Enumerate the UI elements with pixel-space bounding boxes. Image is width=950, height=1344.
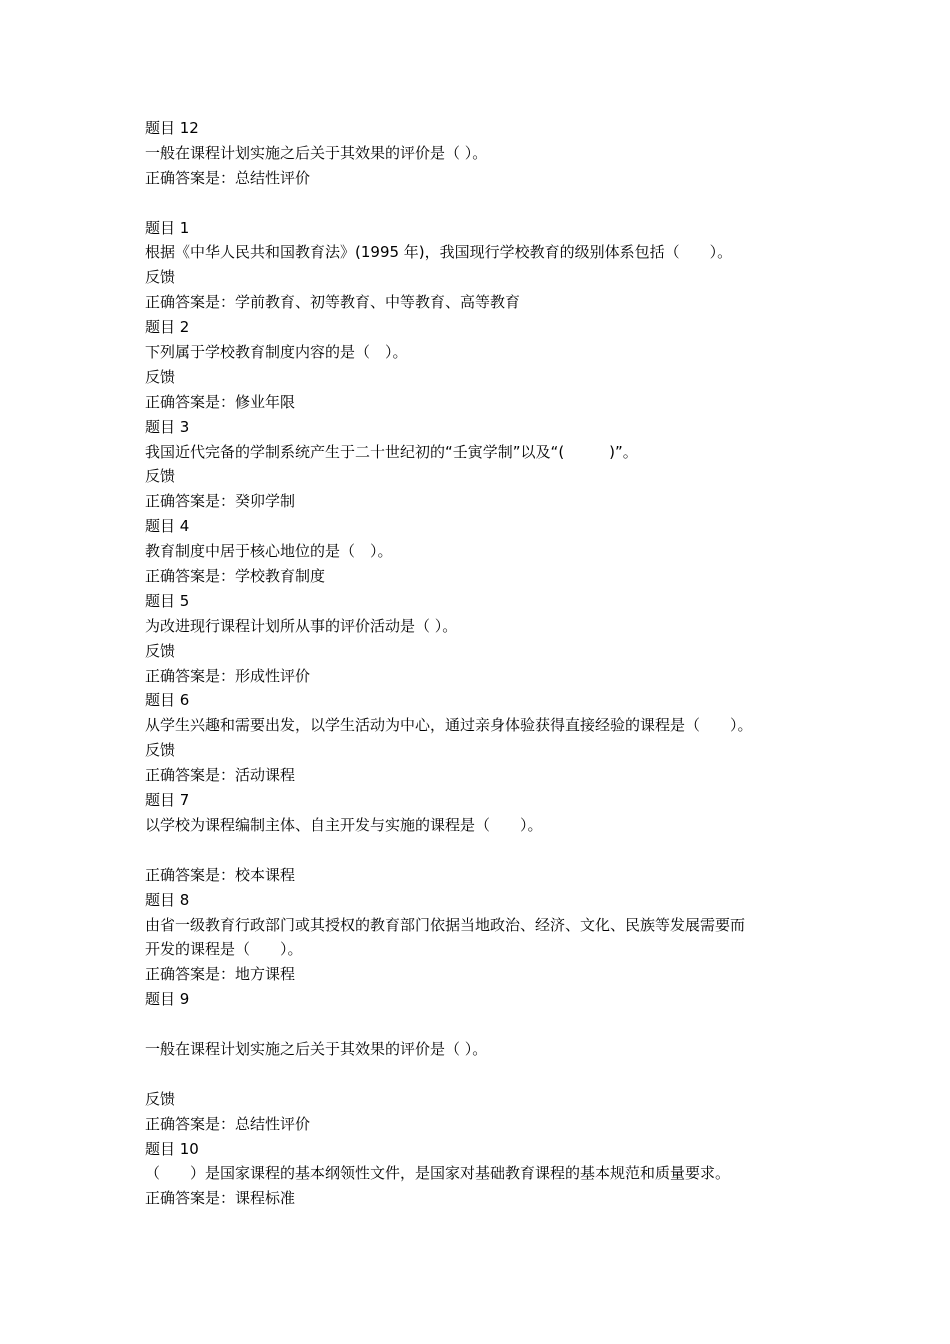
question-number: 题目 10 bbox=[145, 1139, 199, 1158]
question-text: 以学校为课程编制主体、自主开发与实施的课程是（ ）。 bbox=[145, 815, 543, 834]
question-number: 题目 4 bbox=[145, 517, 190, 536]
feedback-label: 反馈 bbox=[145, 268, 176, 287]
document-body bbox=[145, 116, 845, 1211]
blank-line bbox=[145, 1062, 845, 1087]
question-number: 题目 1 bbox=[145, 218, 190, 237]
question-text: 一般在课程计划实施之后关于其效果的评价是（ ）。 bbox=[145, 1039, 488, 1058]
correct-answer: 正确答案是：学前教育、初等教育、中等教育、高等教育 bbox=[145, 293, 521, 312]
question-number: 题目 3 bbox=[145, 417, 190, 436]
question-text: 为改进现行课程计划所从事的评价活动是（ ）。 bbox=[145, 616, 458, 635]
question-number: 题目 7 bbox=[145, 791, 190, 810]
feedback-label: 反馈 bbox=[145, 367, 176, 386]
feedback-label: 反馈 bbox=[145, 641, 176, 660]
correct-answer: 正确答案是：活动课程 bbox=[145, 766, 296, 785]
blank-line bbox=[145, 1012, 845, 1037]
question-text: 下列属于学校教育制度内容的是（ ）。 bbox=[145, 343, 408, 362]
feedback-label: 反馈 bbox=[145, 741, 176, 760]
question-text: 根据《中华人民共和国教育法》(1995 年)，我国现行学校教育的级别体系包括（ ）。 bbox=[145, 243, 733, 262]
question-text: 我国近代完备的学制系统产生于二十世纪初的“壬寅学制”以及“( )”。 bbox=[145, 442, 638, 461]
question-text: 从学生兴趣和需要出发，以学生活动为中心，通过亲身体验获得直接经验的课程是（ ）。 bbox=[145, 716, 753, 735]
correct-answer: 正确答案是：地方课程 bbox=[145, 965, 296, 984]
correct-answer: 正确答案是：癸卯学制 bbox=[145, 492, 296, 511]
question-number: 题目 9 bbox=[145, 990, 190, 1009]
question-text: （ ）是国家课程的基本纲领性文件，是国家对基础教育课程的基本规范和质量要求。 bbox=[145, 1164, 731, 1183]
question-number: 题目 6 bbox=[145, 691, 190, 710]
question-number: 题目 5 bbox=[145, 591, 190, 610]
blank-line bbox=[145, 191, 845, 216]
correct-answer: 正确答案是：总结性评价 bbox=[145, 1114, 311, 1133]
correct-answer: 正确答案是：学校教育制度 bbox=[145, 567, 326, 586]
question-number: 题目 2 bbox=[145, 318, 190, 337]
question-text: 一般在课程计划实施之后关于其效果的评价是（ ）。 bbox=[145, 143, 488, 162]
correct-answer: 正确答案是：校本课程 bbox=[145, 865, 296, 884]
feedback-label: 反馈 bbox=[145, 1089, 176, 1108]
correct-answer: 正确答案是：总结性评价 bbox=[145, 168, 311, 187]
feedback-label: 反馈 bbox=[145, 467, 176, 486]
question-text: 由省一级教育行政部门或其授权的教育部门依据当地政治、经济、文化、民族等发展需要而 bbox=[145, 915, 746, 934]
question-text: 教育制度中居于核心地位的是（ ）。 bbox=[145, 542, 393, 561]
correct-answer: 正确答案是：形成性评价 bbox=[145, 666, 311, 685]
question-number: 题目 8 bbox=[145, 890, 190, 909]
blank-line bbox=[145, 838, 845, 863]
question-number: 题目 12 bbox=[145, 119, 199, 137]
question-text: 开发的课程是（ ）。 bbox=[145, 940, 303, 959]
correct-answer: 正确答案是：修业年限 bbox=[145, 392, 296, 411]
correct-answer: 正确答案是：课程标准 bbox=[145, 1189, 296, 1208]
